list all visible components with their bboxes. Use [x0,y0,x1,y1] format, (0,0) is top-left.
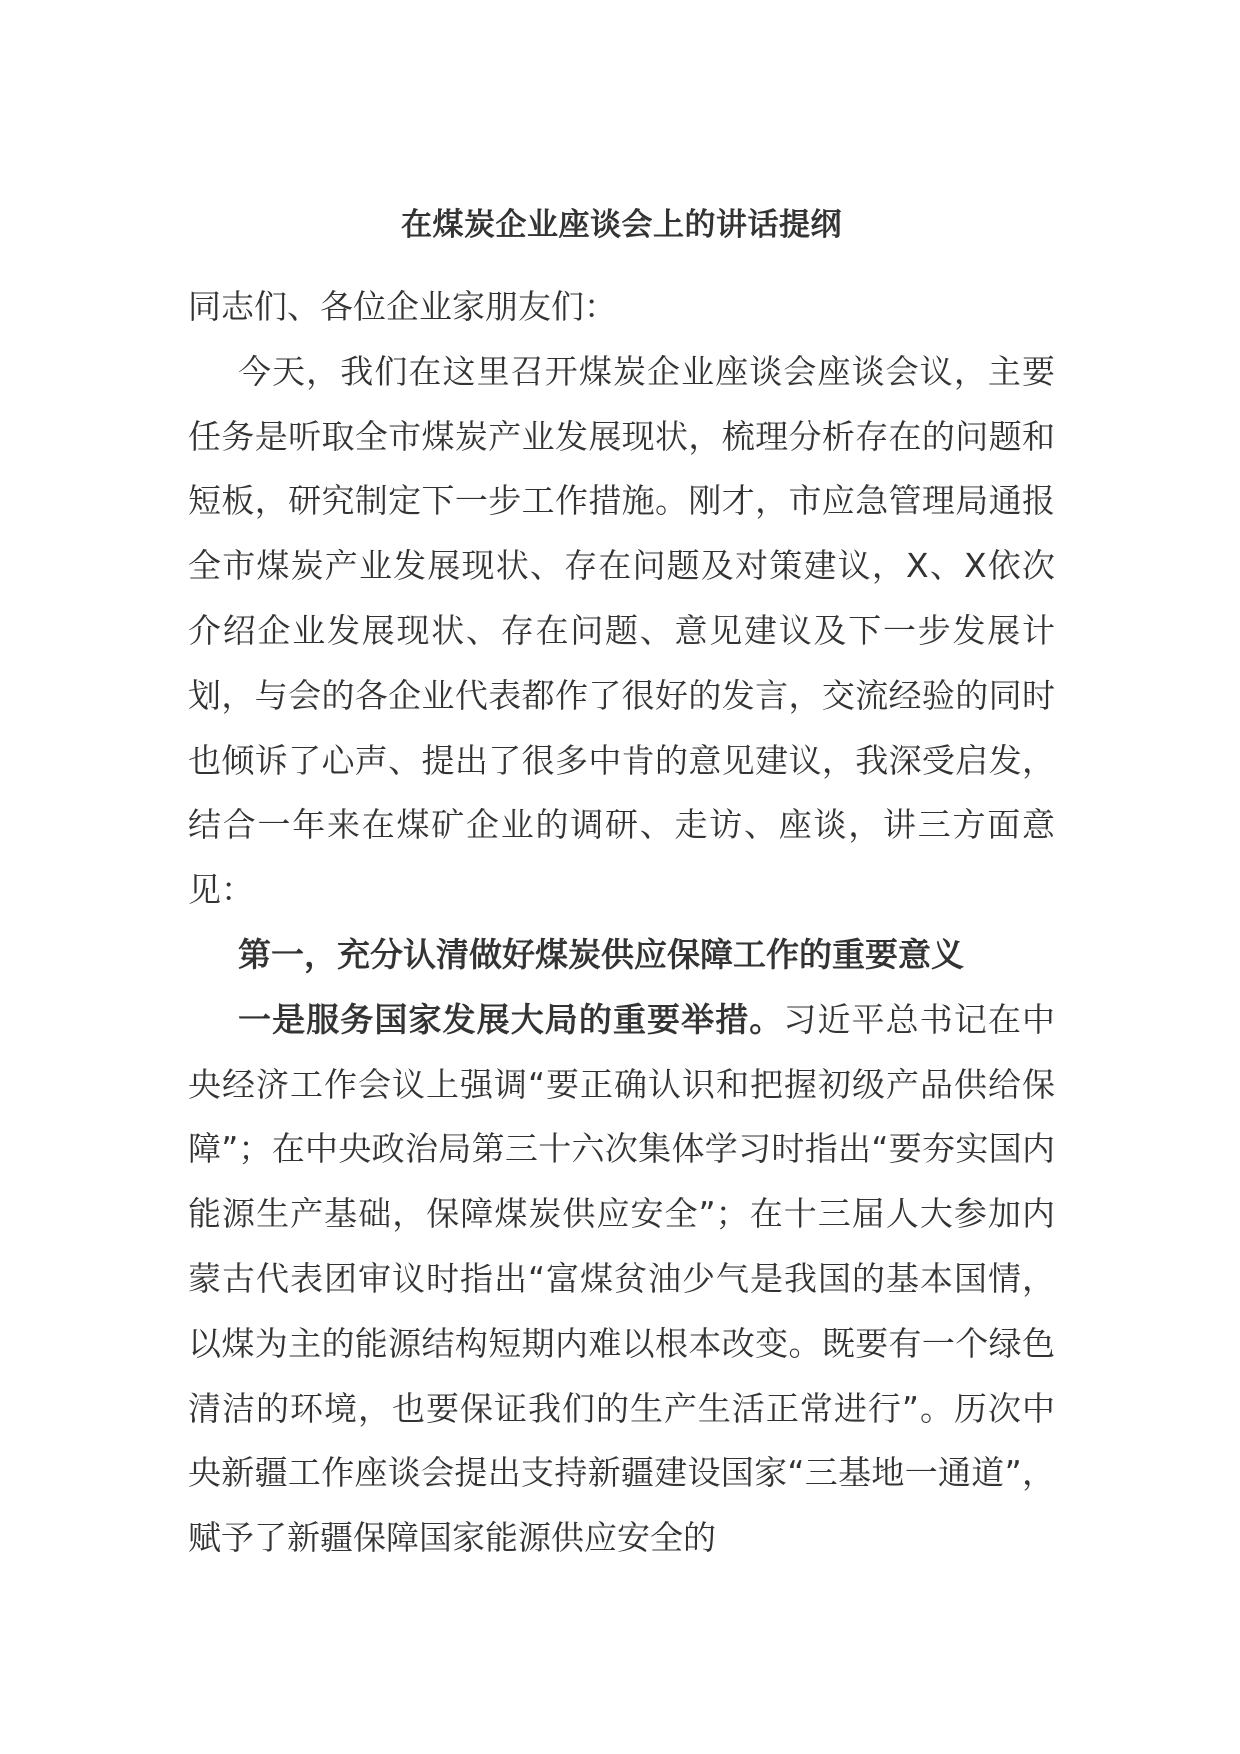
salutation: 同志们、各位企业家朋友们： [188,287,617,326]
document-title: 在煤炭企业座谈会上的讲话提纲 [401,207,842,243]
point-1-paragraph [188,988,1055,1571]
intro-paragraph: 今天，我们在这里召开煤炭企业座谈会座谈会议，主要任务是听取全市煤炭产业发展现状，梳理分析存在的问题和短板，研究制定下一步工作措施。刚才，市应急管理局通报全市煤炭产业发展现状、存在问题及对策建议，X、X依次介绍企业发展现状、存在问题、意见建议及下一步发展计划，与会的各企业代表都作了很好的发言，交流经验的同时也倾诉了心声、提出了很多中肯的意见建议，我深受启发，结合一年来在煤矿企业的调研、走访、座谈，讲三方面意见： [188,351,1055,910]
point-1-lead: 一是服务国家发展大局的重要举措。 [238,999,784,1039]
section-heading-1: 第一，充分认清做好煤炭供应保障工作的重要意义 [238,934,964,974]
point-1-body: 习近平总书记在中央经济工作会议上强调“要正确认识和把握初级产品供给保障”；在中央政治局第三十六次集体学习时指出“要夯实国内能源生产基础，保障煤炭供应安全”；在十三届人大参加内蒙古代表团审议时指出“富煤贫油少气是我国的基本国情，以煤为主的能源结构短期内难以根本改变。既要有一个绿色清洁的环境，也要保证我们的生产生活正常进行”。历次中央新疆工作座谈会提出支持新疆建设国家“三基地一通道”，赋予了新疆保障国家能源供应安全的 [188,999,1056,1558]
document-body [188,205,1055,1571]
